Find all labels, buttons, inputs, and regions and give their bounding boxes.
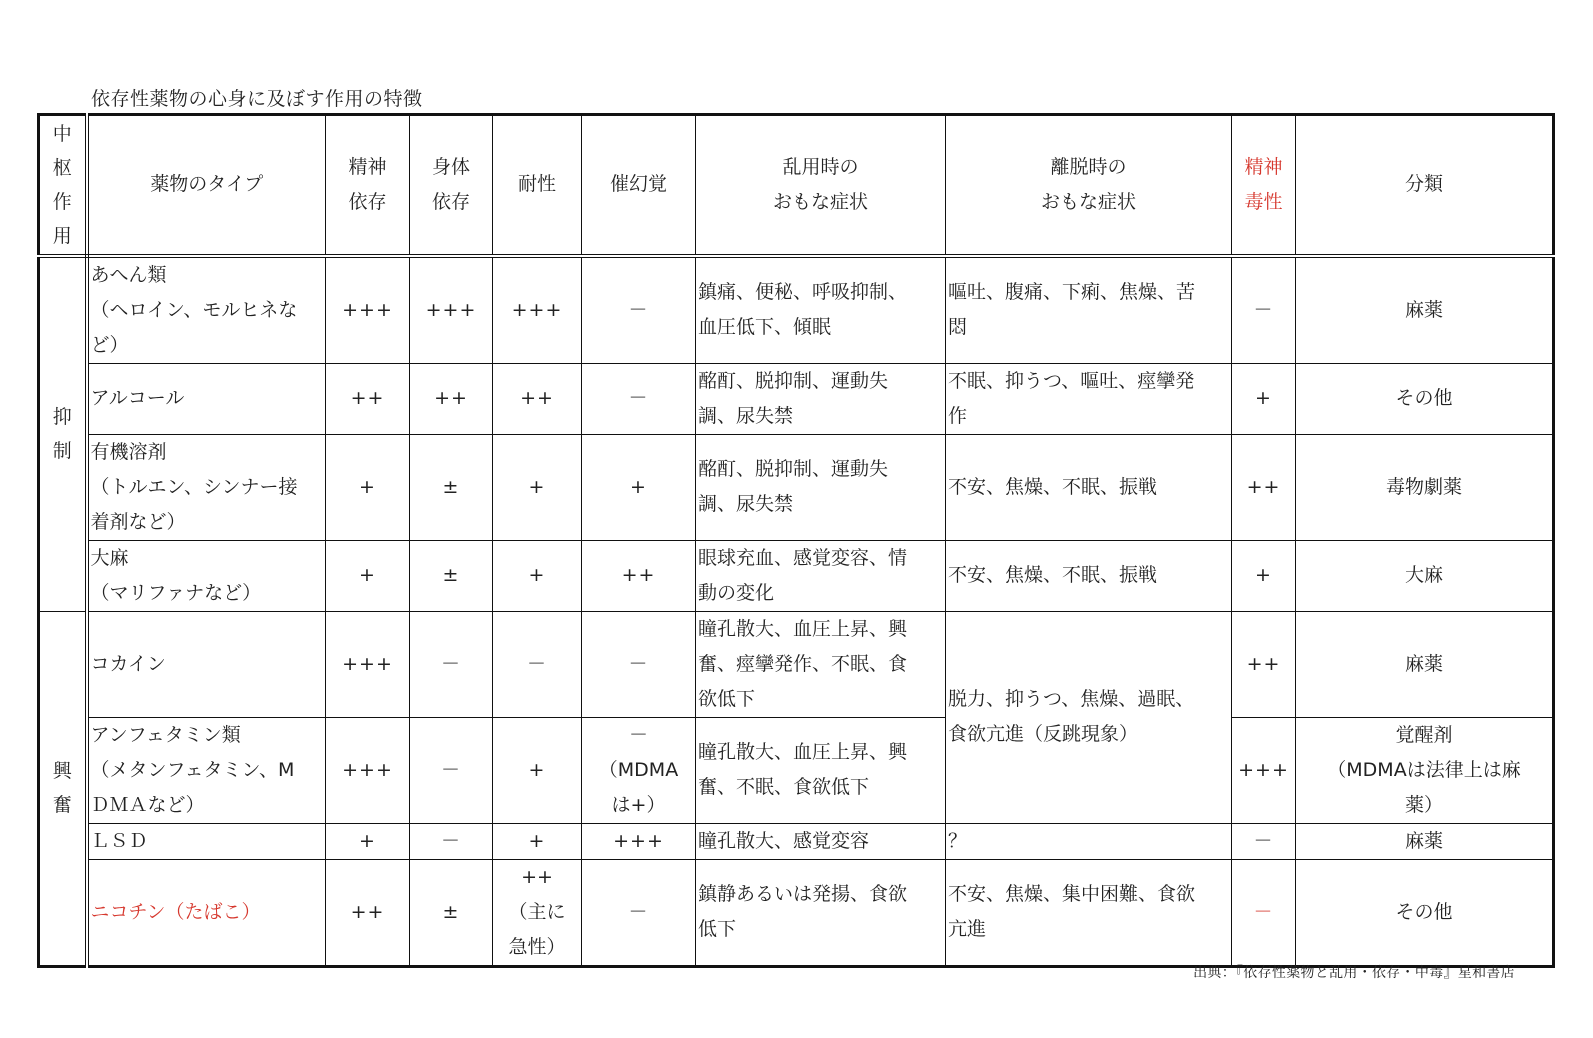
table-row [39, 256, 1554, 364]
header-hallucinogenic: 催幻覚 [582, 115, 696, 256]
withdrawal-symptoms: 脱力、抑うつ、焦燥、過眠、 食欲亢進（反跳現象） [946, 611, 1232, 823]
psych-dependence: +++ [326, 611, 410, 717]
header-row [39, 115, 1554, 256]
abuse-symptoms: 酩酊、脱抑制、運動失 調、尿失禁 [696, 363, 946, 434]
abuse-symptoms: 鎮静あるいは発揚、食欲 低下 [696, 859, 946, 966]
drug-type: アンフェタミン類 （メタンフェタミン、M ＤＭＡなど） [87, 717, 326, 823]
psych-dependence: +++ [326, 256, 410, 364]
withdrawal-symptoms: 不安、焦燥、集中困難、食欲 亢進 [946, 859, 1232, 966]
tolerance: + [493, 434, 582, 540]
abuse-symptoms: 瞳孔散大、感覚変容 [696, 823, 946, 859]
abuse-symptoms: 酩酊、脱抑制、運動失 調、尿失禁 [696, 434, 946, 540]
tolerance: + [493, 540, 582, 611]
tolerance: +++ [493, 256, 582, 364]
header-category: 分類 [1296, 115, 1554, 256]
abuse-symptoms: 眼球充血、感覚変容、情 動の変化 [696, 540, 946, 611]
hallucinogenic: － [582, 859, 696, 966]
drug-type: アルコール [87, 363, 326, 434]
category: その他 [1296, 363, 1554, 434]
phys-dependence: － [410, 823, 493, 859]
tolerance: ++ [493, 363, 582, 434]
hallucinogenic: － [582, 363, 696, 434]
drug-type: 有機溶剤 （トルエン、シンナー接 着剤など） [87, 434, 326, 540]
category: 麻薬 [1296, 823, 1554, 859]
hallucinogenic: － [582, 256, 696, 364]
phys-dependence: +++ [410, 256, 493, 364]
category: 大麻 [1296, 540, 1554, 611]
abuse-symptoms: 瞳孔散大、血圧上昇、興 奮、痙攣発作、不眠、食 欲低下 [696, 611, 946, 717]
hallucinogenic: + [582, 434, 696, 540]
mental-toxicity: + [1232, 540, 1296, 611]
withdrawal-symptoms: 嘔吐、腹痛、下痢、焦燥、苦 悶 [946, 256, 1232, 364]
phys-dependence: ± [410, 540, 493, 611]
phys-dependence: － [410, 717, 493, 823]
hallucinogenic: － （MDMA は+） [582, 717, 696, 823]
hallucinogenic: － [582, 611, 696, 717]
mental-toxicity: ++ [1232, 611, 1296, 717]
table-row [39, 823, 1554, 859]
header-central-action: 中 枢 作 用 [39, 115, 87, 256]
hallucinogenic: +++ [582, 823, 696, 859]
phys-dependence: ± [410, 434, 493, 540]
psych-dependence: + [326, 434, 410, 540]
category: 麻薬 [1296, 611, 1554, 717]
table-caption: 依存性薬物の心身に及ぼす作用の特徴 [91, 88, 423, 110]
category: 覚醒剤 （MDMAは法律上は麻 薬） [1296, 717, 1554, 823]
psych-dependence: ++ [326, 363, 410, 434]
withdrawal-symptoms: 不安、焦燥、不眠、振戦 [946, 540, 1232, 611]
drug-type: 大麻 （マリファナなど） [87, 540, 326, 611]
phys-dependence: ++ [410, 363, 493, 434]
psych-dependence: ++ [326, 859, 410, 966]
drug-type: ニコチン（たばこ） [87, 859, 326, 966]
mental-toxicity: － [1232, 256, 1296, 364]
withdrawal-symptoms: ？ [946, 823, 1232, 859]
group-stimulate: 興 奮 [39, 611, 87, 966]
mental-toxicity: － [1232, 859, 1296, 966]
drug-type: コカイン [87, 611, 326, 717]
header-drug-type: 薬物のタイプ [87, 115, 326, 256]
category: 毒物劇薬 [1296, 434, 1554, 540]
group-suppress: 抑 制 [39, 256, 87, 612]
withdrawal-symptoms: 不眠、抑うつ、嘔吐、痙攣発 作 [946, 363, 1232, 434]
phys-dependence: － [410, 611, 493, 717]
table-row [39, 540, 1554, 611]
mental-toxicity: － [1232, 823, 1296, 859]
header-phys-dependence: 身体 依存 [410, 115, 493, 256]
psych-dependence: + [326, 823, 410, 859]
table-row [39, 363, 1554, 434]
tolerance: ++ （主に 急性） [493, 859, 582, 966]
drug-effects-table [37, 113, 1555, 968]
psych-dependence: + [326, 540, 410, 611]
abuse-symptoms: 瞳孔散大、血圧上昇、興 奮、不眠、食欲低下 [696, 717, 946, 823]
tolerance: + [493, 823, 582, 859]
category: その他 [1296, 859, 1554, 966]
mental-toxicity: +++ [1232, 717, 1296, 823]
header-tolerance: 耐性 [493, 115, 582, 256]
abuse-symptoms: 鎮痛、便秘、呼吸抑制、 血圧低下、傾眠 [696, 256, 946, 364]
tolerance: + [493, 717, 582, 823]
withdrawal-symptoms: 不安、焦燥、不眠、振戦 [946, 434, 1232, 540]
phys-dependence: ± [410, 859, 493, 966]
table-row [39, 717, 1554, 823]
source-citation: 出典：『依存性薬物と乱用・依存・中毒』星和書店 [1193, 965, 1515, 981]
header-mental-toxicity: 精神 毒性 [1232, 115, 1296, 256]
table-row [39, 859, 1554, 966]
mental-toxicity: + [1232, 363, 1296, 434]
header-abuse-symptoms: 乱用時の おもな症状 [696, 115, 946, 256]
psych-dependence: +++ [326, 717, 410, 823]
mental-toxicity: ++ [1232, 434, 1296, 540]
header-withdrawal-symptoms: 離脱時の おもな症状 [946, 115, 1232, 256]
table-row [39, 611, 1554, 717]
drug-type: ＬＳＤ [87, 823, 326, 859]
hallucinogenic: ++ [582, 540, 696, 611]
table-row [39, 434, 1554, 540]
tolerance: － [493, 611, 582, 717]
drug-type: あへん類 （ヘロイン、モルヒネな ど） [87, 256, 326, 364]
header-psych-dependence: 精神 依存 [326, 115, 410, 256]
category: 麻薬 [1296, 256, 1554, 364]
